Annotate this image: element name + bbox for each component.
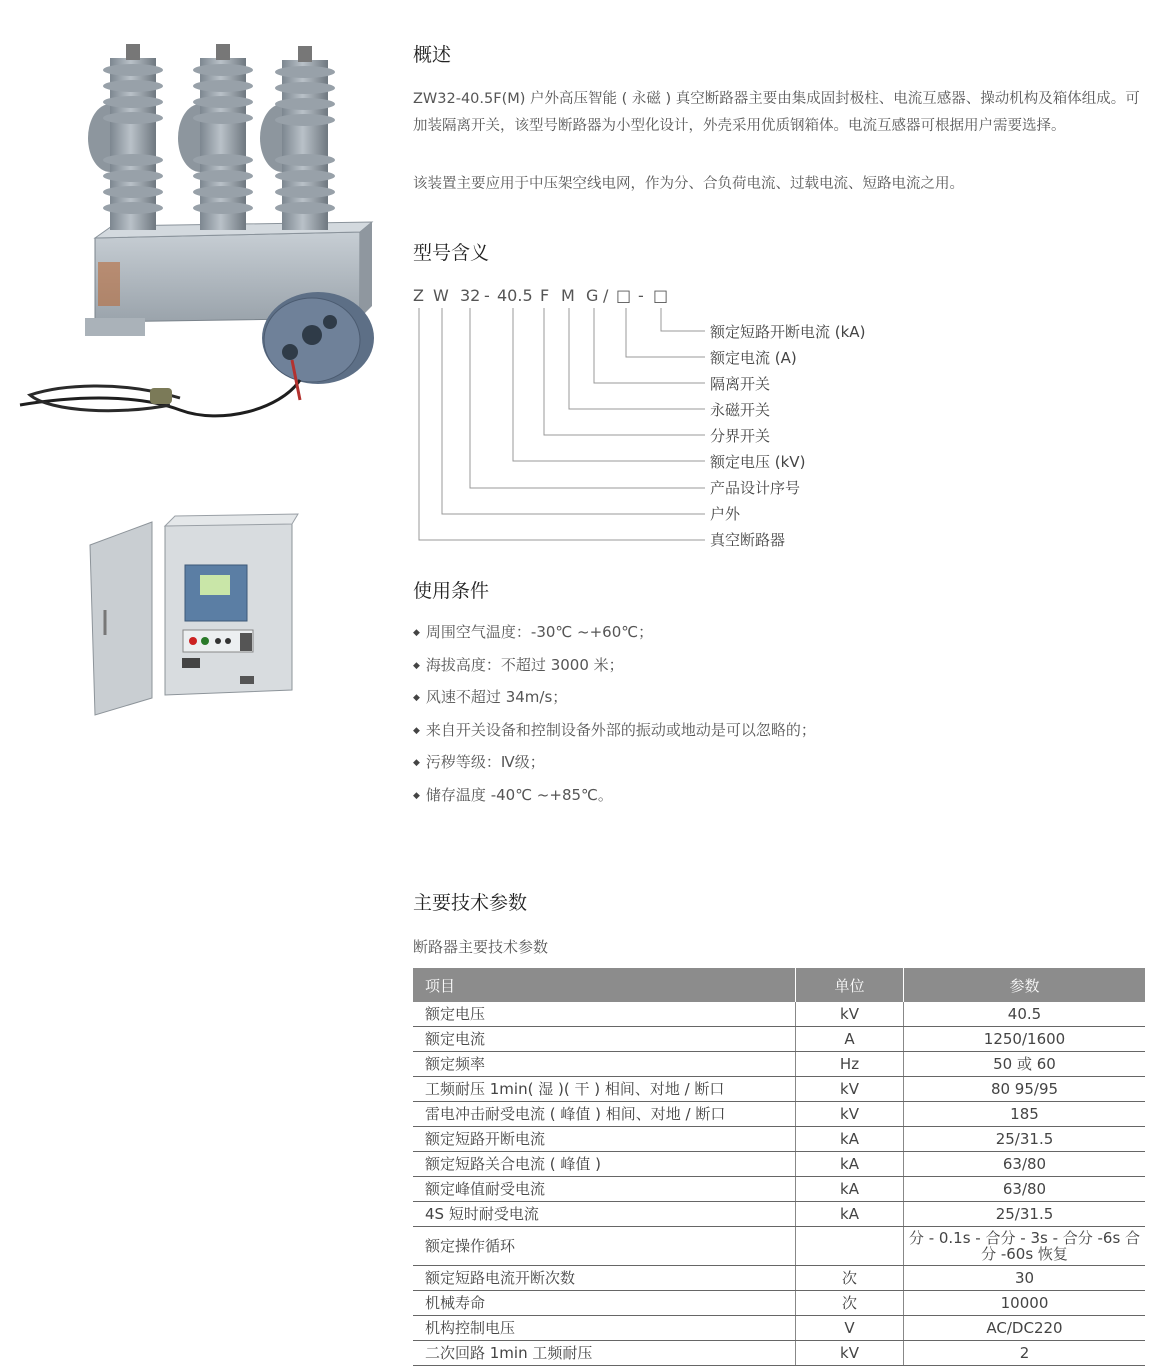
control-cabinet-image xyxy=(0,510,400,730)
model-meaning-boundary-switch: 分界开关 xyxy=(710,427,771,445)
bullet-icon: ◆ xyxy=(413,725,420,736)
code-part-g: G xyxy=(586,286,599,305)
product-images xyxy=(0,0,400,1370)
model-meaning-design-serial: 产品设计序号 xyxy=(710,479,801,497)
table-row: 额定短路关合电流 ( 峰值 ) kA 63/80 xyxy=(413,1152,1145,1177)
header-item: 项目 xyxy=(413,968,796,1002)
table-row: 额定电压 kV 40.5 xyxy=(413,1002,1145,1027)
bullet-icon: ◆ xyxy=(413,693,420,704)
model-meaning-isolating-switch: 隔离开关 xyxy=(710,375,771,393)
model-meaning-rated-voltage: 额定电压 (kV) xyxy=(710,453,806,471)
code-part-w: W xyxy=(433,286,449,305)
table-row: 额定操作循环 分 - 0.1s - 合分 - 3s - 合分 -6s 合分 -60s 恢复 xyxy=(413,1227,1145,1266)
overview-paragraph-1: ZW32-40.5F(M) 户外高压智能 ( 永磁 ) 真空断路器主要由集成固封极柱、电流互感器、操动机构及箱体组成。可加装隔离开关，该型号断路器为小型化设计，外壳采用优质钢箱体。电流互感器可根据用户需要选择。 xyxy=(413,91,1140,134)
bullet-icon: ◆ xyxy=(413,758,420,769)
table-row: 雷电冲击耐受电流 ( 峰值 ) 相间、对地 / 断口 kV 185 xyxy=(413,1102,1145,1127)
code-part-dash2: - xyxy=(638,286,644,305)
conditions-title: 使用条件 xyxy=(413,580,490,602)
table-row: 额定短路电流开断次数 次 30 xyxy=(413,1266,1145,1291)
table-row: 额定峰值耐受电流 kA 63/80 xyxy=(413,1177,1145,1202)
list-item: ◆ 来自开关设备和控制设备外部的振动或地动是可以忽略的； xyxy=(413,720,816,739)
list-item: ◆ 周围空气温度：-30℃ ~+60℃； xyxy=(413,623,654,641)
bullet-icon: ◆ xyxy=(413,660,420,671)
header-value: 参数 xyxy=(904,968,1146,1002)
table-row: 工频耐压 1min( 湿 )( 干 ) 相间、对地 / 断口 kV 80 95/95 xyxy=(413,1077,1145,1102)
header-unit: 单位 xyxy=(796,968,904,1002)
model-meaning-breaking-current: 额定短路开断电流 (kA) xyxy=(710,323,866,341)
list-item: ◆ 污秽等级：Ⅳ级； xyxy=(413,753,545,772)
overview-paragraph-2: 该装置主要应用于中压架空线电网，作为分、合负荷电流、过载电流、短路电流之用。 xyxy=(413,176,964,192)
table-header-row xyxy=(413,968,1145,1002)
list-item: ◆ 海拔高度：不超过 3000 米； xyxy=(413,655,624,674)
list-item: ◆ 风速不超过 34m/s； xyxy=(413,688,568,707)
table-row: 机械寿命 次 10000 xyxy=(413,1291,1145,1316)
table-row: 额定电流 A 1250/1600 xyxy=(413,1027,1145,1052)
code-part-f: F xyxy=(540,286,550,305)
model-meaning-rated-current: 额定电流 (A) xyxy=(710,349,797,367)
table-row: 二次回路 1min 工频耐压 kV 2 xyxy=(413,1341,1145,1366)
code-part-box1: □ xyxy=(616,286,632,305)
model-meaning-permanent-magnet: 永磁开关 xyxy=(710,401,771,419)
code-part-m: M xyxy=(561,286,575,305)
code-part-z: Z xyxy=(413,286,424,305)
tech-subtitle: 断路器主要技术参数 xyxy=(413,938,549,956)
code-part-slash: / xyxy=(603,286,609,305)
table-row: 额定短路开断电流 kA 25/31.5 xyxy=(413,1127,1145,1152)
table-row: 额定频率 Hz 50 或 60 xyxy=(413,1052,1145,1077)
model-code-connector-lines xyxy=(413,306,713,546)
table-row: 4S 短时耐受电流 kA 25/31.5 xyxy=(413,1202,1145,1227)
list-item: ◆ 储存温度 -40℃ ~+85℃。 xyxy=(413,785,613,804)
overview-title: 概述 xyxy=(413,44,452,66)
table-row: 机构控制电压 V AC/DC220 xyxy=(413,1316,1145,1341)
code-part-dash1: - xyxy=(484,286,490,305)
tech-title: 主要技术参数 xyxy=(413,892,528,914)
circuit-breaker-image xyxy=(0,0,400,440)
parameters-table xyxy=(413,968,1145,1366)
model-meaning-vacuum-breaker: 真空断路器 xyxy=(710,531,786,549)
model-meaning-outdoor: 户外 xyxy=(710,505,741,523)
bullet-icon: ◆ xyxy=(413,790,420,801)
bullet-icon: ◆ xyxy=(413,628,420,638)
code-part-40-5: 40.5 xyxy=(497,286,533,305)
conditions-list xyxy=(413,621,816,817)
model-title: 型号含义 xyxy=(413,242,490,264)
code-part-box2: □ xyxy=(653,286,669,305)
code-part-32: 32 xyxy=(460,286,481,305)
